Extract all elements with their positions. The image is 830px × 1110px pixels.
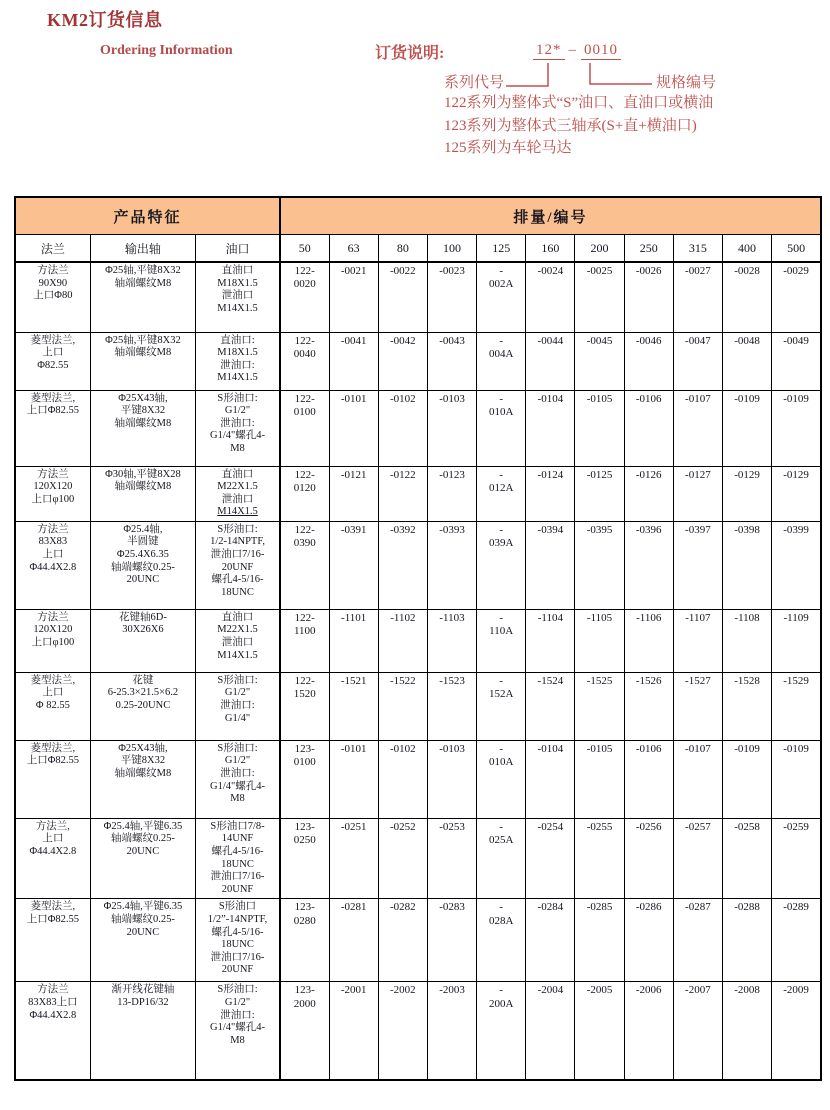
cell-output-shaft: Φ25轴,平键8X32 轴端螺纹M8 <box>90 332 195 390</box>
cell-order-code: -0107 <box>673 390 722 466</box>
cell-order-code: -2005 <box>575 982 624 1080</box>
cell-order-code: -0048 <box>722 332 771 390</box>
table-row <box>15 332 821 390</box>
cell-order-code: -0398 <box>722 521 771 609</box>
cell-flange: 方法兰, 上口 Φ44.4X2.8 <box>15 818 90 899</box>
cell-order-code: - 110A <box>477 609 526 672</box>
cell-order-code: -0122 <box>378 466 427 521</box>
cell-order-code: - 200A <box>477 982 526 1080</box>
cell-order-code: - 152A <box>477 672 526 740</box>
cell-output-shaft: Φ25X43轴, 平键8X32 轴端螺纹M8 <box>90 740 195 818</box>
col-header-输出轴: 输出轴 <box>90 235 195 263</box>
cell-order-code: -0042 <box>378 332 427 390</box>
cell-order-code: 122- 0040 <box>280 332 329 390</box>
table-row <box>15 262 821 332</box>
cell-order-code: -0105 <box>575 390 624 466</box>
cell-order-code: -0103 <box>427 390 476 466</box>
cell-order-code: -1105 <box>575 609 624 672</box>
table-row <box>15 740 821 818</box>
cell-order-code: -2006 <box>624 982 673 1080</box>
series-note-122: 122系列为整体式“S”油口、直油口或横油 <box>444 95 714 111</box>
cell-order-code: -0124 <box>526 466 575 521</box>
cell-order-code: -0126 <box>624 466 673 521</box>
column-header-row <box>15 235 821 263</box>
order-code-dash: – <box>568 42 577 58</box>
cell-order-code: -0256 <box>624 818 673 899</box>
cell-order-code: 123- 0280 <box>280 899 329 982</box>
cell-order-code: -0123 <box>427 466 476 521</box>
ordering-instructions-label: 订货说明: <box>375 45 445 62</box>
cell-oil-port: S形油口: G1/2" 泄油口: G1/4"螺孔4- M8 <box>196 982 280 1080</box>
cell-order-code: -0045 <box>575 332 624 390</box>
cell-oil-port: S形油口7/8- 14UNF 螺孔4-5/16- 18UNC 泄油口7/16- 20UNF <box>196 818 280 899</box>
cell-flange: 菱型法兰, 上口 Φ 82.55 <box>15 672 90 740</box>
col-header-50: 50 <box>280 235 329 263</box>
cell-order-code: -0287 <box>673 899 722 982</box>
cell-oil-port: 直油口 M22X1.5 泄油口 M14X1.5 <box>196 609 280 672</box>
cell-order-code: -0106 <box>624 390 673 466</box>
cell-oil-port: S形油口: G1/2" 泄油口: G1/4"螺孔4- M8 <box>196 390 280 466</box>
cell-order-code: 122- 0020 <box>280 262 329 332</box>
cell-order-code: -1109 <box>772 609 821 672</box>
table-row <box>15 982 821 1080</box>
cell-flange: 方法兰 83X83 上口 Φ44.4X2.8 <box>15 521 90 609</box>
cell-order-code: -0046 <box>624 332 673 390</box>
cell-order-code: -0043 <box>427 332 476 390</box>
cell-output-shaft: 渐开线花键轴 13-DP16/32 <box>90 982 195 1080</box>
cell-order-code: -0127 <box>673 466 722 521</box>
table-row <box>15 899 821 982</box>
col-header-500: 500 <box>772 235 821 263</box>
cell-output-shaft: Φ25X43轴, 平键8X32 轴端螺纹M8 <box>90 390 195 466</box>
cell-order-code: -2001 <box>329 982 378 1080</box>
cell-order-code: -0121 <box>329 466 378 521</box>
cell-order-code: -1526 <box>624 672 673 740</box>
cell-order-code: -1527 <box>673 672 722 740</box>
cell-order-code: 122- 1520 <box>280 672 329 740</box>
cell-order-code: -0105 <box>575 740 624 818</box>
cell-order-code: -0282 <box>378 899 427 982</box>
cell-order-code: -2003 <box>427 982 476 1080</box>
cell-output-shaft: 花键轴6D- 30X26X6 <box>90 609 195 672</box>
cell-order-code: -1104 <box>526 609 575 672</box>
cell-order-code: -0254 <box>526 818 575 899</box>
cell-flange: 菱型法兰, 上口Φ82.55 <box>15 740 90 818</box>
order-code-spec: 0010 <box>581 42 621 60</box>
cell-flange: 方法兰 120X120 上口φ100 <box>15 466 90 521</box>
cell-order-code: 123- 0250 <box>280 818 329 899</box>
cell-order-code: -0025 <box>575 262 624 332</box>
cell-output-shaft: 花键 6-25.3×21.5×6.2 0.25-20UNC <box>90 672 195 740</box>
col-header-315: 315 <box>673 235 722 263</box>
cell-order-code: -0104 <box>526 740 575 818</box>
ordering-table-container <box>14 196 822 1081</box>
cell-order-code: -0129 <box>722 466 771 521</box>
cell-flange: 菱型法兰, 上口Φ82.55 <box>15 899 90 982</box>
cell-order-code: -0102 <box>378 740 427 818</box>
page-title: KM2订货信息 <box>47 10 163 30</box>
cell-order-code: 122- 0100 <box>280 390 329 466</box>
cell-order-code: -0283 <box>427 899 476 982</box>
cell-order-code: -0049 <box>772 332 821 390</box>
cell-order-code: -0101 <box>329 740 378 818</box>
cell-order-code: -2007 <box>673 982 722 1080</box>
cell-order-code: -0021 <box>329 262 378 332</box>
cell-order-code: -1102 <box>378 609 427 672</box>
cell-order-code: -0252 <box>378 818 427 899</box>
cell-order-code: -0391 <box>329 521 378 609</box>
cell-order-code: -2009 <box>772 982 821 1080</box>
order-code-series: 12* <box>533 42 565 60</box>
cell-order-code: -0028 <box>722 262 771 332</box>
cell-oil-port: 直油口 M18X1.5 泄油口 M14X1.5 <box>196 262 280 332</box>
cell-order-code: -0041 <box>329 332 378 390</box>
cell-output-shaft: Φ25.4轴,平键6.35 轴端螺纹0.25- 20UNC <box>90 818 195 899</box>
cell-order-code: -2004 <box>526 982 575 1080</box>
col-header-63: 63 <box>329 235 378 263</box>
table-row <box>15 672 821 740</box>
cell-oil-port: S形油口: G1/2" 泄油口: G1/4" <box>196 672 280 740</box>
cell-order-code: - 002A <box>477 262 526 332</box>
cell-order-code: -0257 <box>673 818 722 899</box>
cell-output-shaft: Φ30轴,平键8X28 轴端螺纹M8 <box>90 466 195 521</box>
cell-order-code: -2008 <box>722 982 771 1080</box>
cell-order-code: -1103 <box>427 609 476 672</box>
cell-order-code: -2002 <box>378 982 427 1080</box>
cell-oil-port: S形油口: G1/2" 泄油口: G1/4"螺孔4- M8 <box>196 740 280 818</box>
cell-order-code: -0253 <box>427 818 476 899</box>
cell-order-code: -0281 <box>329 899 378 982</box>
cell-order-code: -0129 <box>772 466 821 521</box>
cell-output-shaft: Φ25.4轴,平键6.35 轴端螺纹0.25- 20UNC <box>90 899 195 982</box>
cell-order-code: -0397 <box>673 521 722 609</box>
cell-order-code: 122- 0390 <box>280 521 329 609</box>
cell-order-code: -0026 <box>624 262 673 332</box>
cell-flange: 方法兰 83X83上口 Φ44.4X2.8 <box>15 982 90 1080</box>
cell-order-code: -0044 <box>526 332 575 390</box>
cell-order-code: -0396 <box>624 521 673 609</box>
subtitle-english: Ordering Information <box>100 43 233 58</box>
cell-order-code: -1522 <box>378 672 427 740</box>
col-header-160: 160 <box>526 235 575 263</box>
col-header-100: 100 <box>427 235 476 263</box>
col-header-80: 80 <box>378 235 427 263</box>
cell-order-code: -0255 <box>575 818 624 899</box>
cell-order-code: -0104 <box>526 390 575 466</box>
cell-order-code: - 025A <box>477 818 526 899</box>
table-row <box>15 390 821 466</box>
cell-order-code: - 004A <box>477 332 526 390</box>
table-row <box>15 521 821 609</box>
cell-order-code: 122- 0120 <box>280 466 329 521</box>
series-code-label: 系列代号 <box>444 75 505 91</box>
col-header-250: 250 <box>624 235 673 263</box>
page-header <box>0 0 830 196</box>
cell-order-code: -1108 <box>722 609 771 672</box>
cell-order-code: -0027 <box>673 262 722 332</box>
col-header-油口: 油口 <box>196 235 280 263</box>
cell-order-code: -0103 <box>427 740 476 818</box>
cell-order-code: -0286 <box>624 899 673 982</box>
cell-order-code: -1106 <box>624 609 673 672</box>
cell-order-code: - 028A <box>477 899 526 982</box>
cell-order-code: -0251 <box>329 818 378 899</box>
col-header-200: 200 <box>575 235 624 263</box>
cell-order-code: -0284 <box>526 899 575 982</box>
series-note-123: 123系列为整体式三轴承(S+直+横油口) <box>444 117 697 134</box>
cell-order-code: 123- 2000 <box>280 982 329 1080</box>
cell-order-code: -0047 <box>673 332 722 390</box>
cell-flange: 方法兰 90X90 上口Φ80 <box>15 262 90 332</box>
cell-order-code: - 010A <box>477 390 526 466</box>
cell-order-code: -1107 <box>673 609 722 672</box>
cell-order-code: -0258 <box>722 818 771 899</box>
cell-order-code: -1525 <box>575 672 624 740</box>
cell-order-code: -0289 <box>772 899 821 982</box>
cell-oil-port: 直油口: M18X1.5 泄油口: M14X1.5 <box>196 332 280 390</box>
group-header-displacement: 排量/编号 <box>280 197 821 235</box>
cell-flange: 方法兰 120X120 上口φ100 <box>15 609 90 672</box>
cell-order-code: -0106 <box>624 740 673 818</box>
cell-order-code: -1524 <box>526 672 575 740</box>
cell-order-code: -1523 <box>427 672 476 740</box>
cell-oil-port: S形油口 1/2”-14NPTF, 螺孔4-5/16- 18UNC 泄油口7/16- 20UNF <box>196 899 280 982</box>
cell-order-code: -0101 <box>329 390 378 466</box>
col-header-125: 125 <box>477 235 526 263</box>
cell-order-code: -0288 <box>722 899 771 982</box>
cell-order-code: -0109 <box>722 390 771 466</box>
cell-order-code: -0394 <box>526 521 575 609</box>
cell-order-code: -0107 <box>673 740 722 818</box>
cell-oil-port: S形油口: 1/2-14NPTF, 泄油口7/16- 20UNF 螺孔4-5/16- 18UNC <box>196 521 280 609</box>
cell-output-shaft: Φ25轴,平键8X32 轴端螺纹M8 <box>90 262 195 332</box>
cell-order-code: -0102 <box>378 390 427 466</box>
cell-order-code: -1529 <box>772 672 821 740</box>
cell-order-code: -0022 <box>378 262 427 332</box>
group-header-row <box>15 197 821 235</box>
cell-order-code: -0023 <box>427 262 476 332</box>
cell-order-code: -0259 <box>772 818 821 899</box>
cell-order-code: -0109 <box>772 740 821 818</box>
cell-order-code: -0285 <box>575 899 624 982</box>
cell-order-code: -1528 <box>722 672 771 740</box>
spec-number-label: 规格编号 <box>656 75 717 91</box>
cell-order-code: - 012A <box>477 466 526 521</box>
cell-order-code: -0393 <box>427 521 476 609</box>
col-header-法兰: 法兰 <box>15 235 90 263</box>
cell-flange: 菱型法兰, 上口Φ82.55 <box>15 390 90 466</box>
cell-order-code: -0109 <box>772 390 821 466</box>
cell-order-code: -0395 <box>575 521 624 609</box>
table-row <box>15 466 821 521</box>
series-notes <box>444 92 830 160</box>
cell-order-code: -0029 <box>772 262 821 332</box>
cell-order-code: -0392 <box>378 521 427 609</box>
cell-flange: 菱型法兰, 上口 Φ82.55 <box>15 332 90 390</box>
cell-order-code: -0024 <box>526 262 575 332</box>
table-row <box>15 609 821 672</box>
cell-order-code: -0125 <box>575 466 624 521</box>
col-header-400: 400 <box>722 235 771 263</box>
cell-order-code: 123- 0100 <box>280 740 329 818</box>
cell-order-code: - 010A <box>477 740 526 818</box>
cell-order-code: -0399 <box>772 521 821 609</box>
table-row <box>15 818 821 899</box>
cell-order-code: -0109 <box>722 740 771 818</box>
cell-output-shaft: Φ25.4轴, 半圆键 Φ25.4X6.35 轴端螺纹0.25- 20UNC <box>90 521 195 609</box>
cell-order-code: -1101 <box>329 609 378 672</box>
series-note-125: 125系列为车轮马达 <box>444 140 572 156</box>
group-header-features: 产品特征 <box>15 197 280 235</box>
cell-order-code: 122- 1100 <box>280 609 329 672</box>
cell-order-code: -1521 <box>329 672 378 740</box>
ordering-table <box>14 196 822 1081</box>
cell-order-code: - 039A <box>477 521 526 609</box>
cell-oil-port: 直油口 M22X1.5 泄油口 M14X1.5 <box>196 466 280 521</box>
